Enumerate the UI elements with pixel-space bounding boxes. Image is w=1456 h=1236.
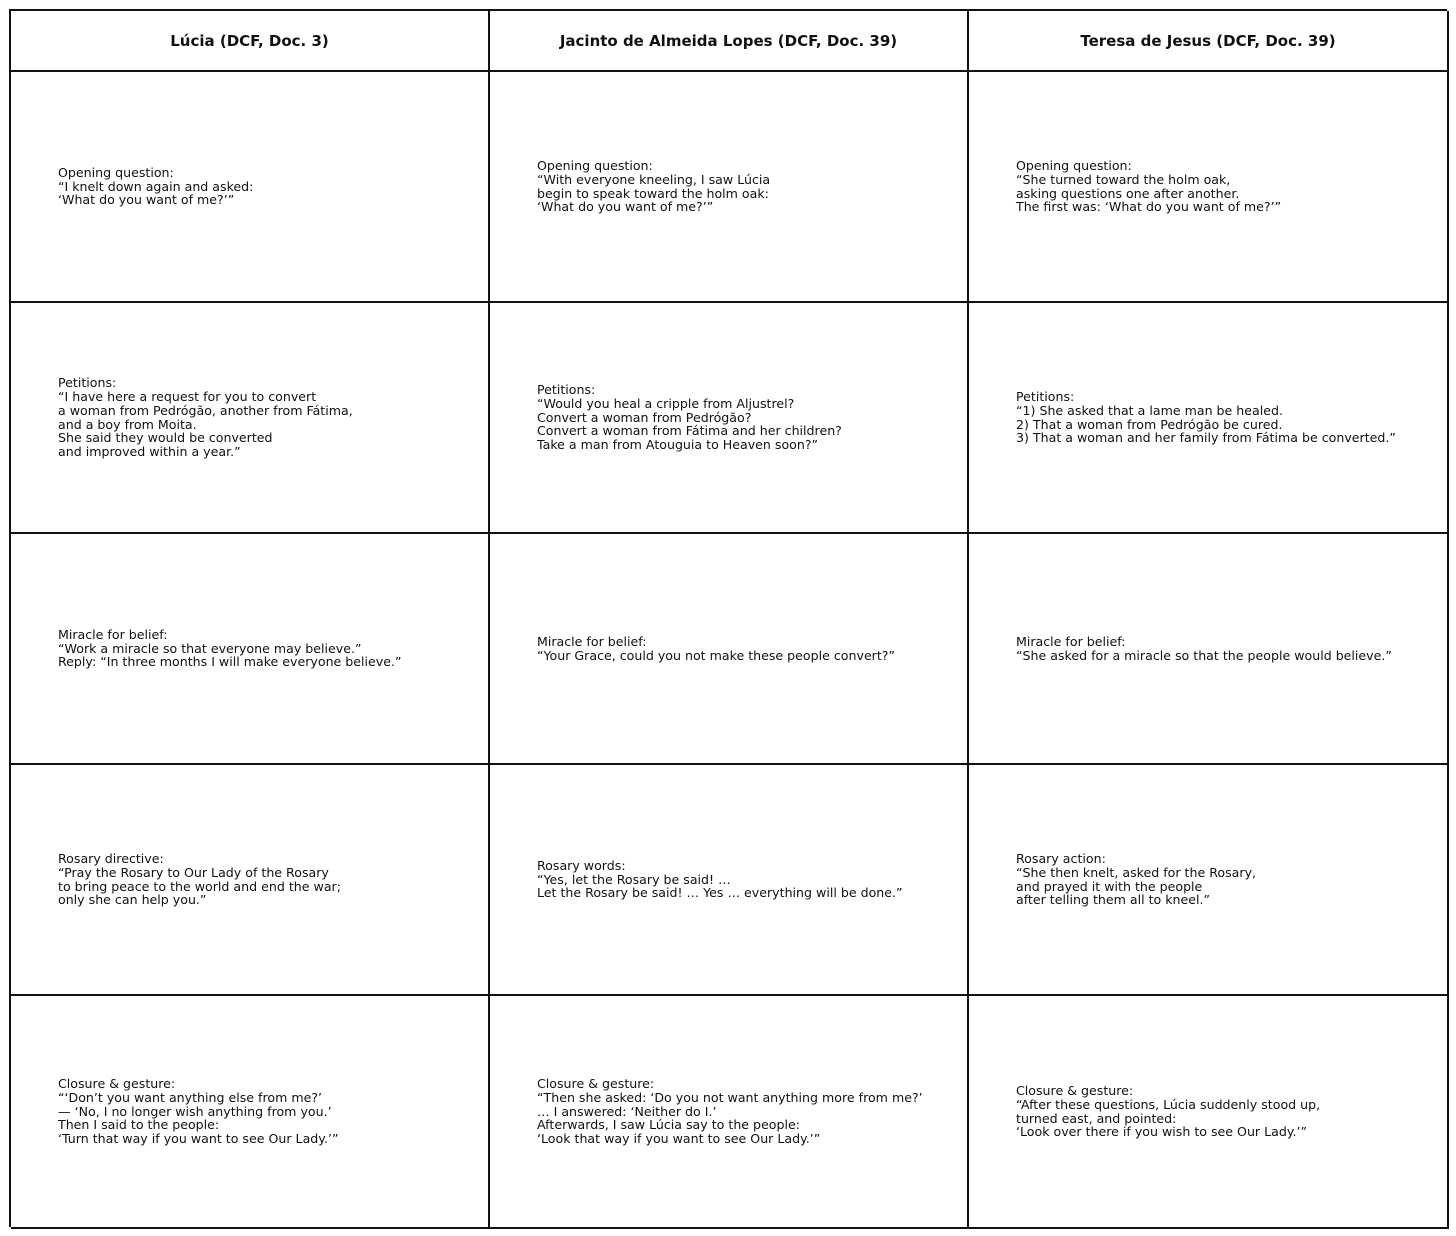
cell-miracle-teresa — [969, 534, 1449, 765]
cell-opening-teresa — [969, 72, 1449, 303]
cell-closure-teresa — [969, 996, 1449, 1229]
cell-miracle-lucia — [11, 534, 490, 765]
cell-opening-jacinto — [490, 72, 969, 303]
cell-text: Opening question: “I knelt down again and asked: ‘What do you want of me?’” — [58, 164, 254, 208]
cell-text: Petitions: “1) She asked that a lame man be healed. 2) That a woman from Pedrógão be cured. 3) That a woman and her family from Fátima be converted.” — [1016, 388, 1396, 446]
cell-text: Miracle for belief: “Work a miracle so that everyone may believe.” Reply: “In three months I will make everyone believe.” — [58, 626, 402, 670]
cell-opening-lucia — [11, 72, 490, 303]
cell-text: Petitions: “I have here a request for you to convert a woman from Pedrógão, another from Fátima, and a boy from Moita. She said they would be converted and improved within a year.” — [58, 375, 353, 460]
cell-petitions-lucia — [11, 303, 490, 534]
cell-text: Opening question: “With everyone kneeling, I saw Lúcia begin to speak toward the holm oak: ‘What do you want of me?’” — [537, 157, 771, 215]
cell-petitions-jacinto — [490, 303, 969, 534]
cell-miracle-jacinto — [490, 534, 969, 765]
cell-closure-lucia — [11, 996, 490, 1229]
cell-rosary-teresa — [969, 765, 1449, 996]
cell-text: Rosary directive: “Pray the Rosary to Our Lady of the Rosary to bring peace to the world and end the war; only she can help you.” — [58, 850, 341, 908]
cell-text: Rosary words: “Yes, let the Rosary be said! … Let the Rosary be said! … Yes … everything will be done.” — [537, 857, 903, 901]
cell-text: Miracle for belief: “Your Grace, could you not make these people convert?” — [537, 633, 896, 663]
cell-text: Closure & gesture: “Then she asked: ‘Do you not want anything more from me?’ … I answered: ‘Neither do I.’ Afterwards, I saw Lúcia say to the people: ‘Look that way if you want to see Our Lady.’” — [537, 1076, 923, 1147]
cell-text: Closure & gesture: “After these questions, Lúcia suddenly stood up, turned east, and pointed: ‘Look over there if you wish to see Our Lady.’” — [1016, 1082, 1321, 1140]
cell-text: Miracle for belief: “She asked for a miracle so that the people would believe.” — [1016, 633, 1392, 663]
cell-rosary-lucia — [11, 765, 490, 996]
cell-text: Opening question: “She turned toward the holm oak, asking questions one after another. The first was: ‘What do you want of me?’” — [1016, 157, 1282, 215]
header-text: Teresa de Jesus (DCF, Doc. 39) — [1080, 31, 1336, 50]
comparison-table — [9, 9, 1447, 1227]
cell-rosary-jacinto — [490, 765, 969, 996]
cell-text: Rosary action: “She then knelt, asked for the Rosary, and prayed it with the people after telling them all to kneel.” — [1016, 850, 1257, 908]
cell-closure-jacinto — [490, 996, 969, 1229]
cell-text: Petitions: “Would you heal a cripple from Aljustrel? Convert a woman from Pedrógão? Convert a woman from Fátima and her children? Take a man from Atouguia to Heaven soon?” — [537, 382, 842, 453]
column-header-teresa — [969, 11, 1449, 72]
column-header-jacinto — [490, 11, 969, 72]
cell-petitions-teresa — [969, 303, 1449, 534]
header-text: Jacinto de Almeida Lopes (DCF, Doc. 39) — [559, 31, 898, 50]
header-text: Lúcia (DCF, Doc. 3) — [170, 31, 329, 50]
cell-text: Closure & gesture: “‘Don’t you want anything else from me?’ — ‘No, I no longer wish anything from you.’ Then I said to the people: ‘Turn that way if you want to see Our Lady.’” — [58, 1076, 339, 1147]
column-header-lucia — [11, 11, 490, 72]
